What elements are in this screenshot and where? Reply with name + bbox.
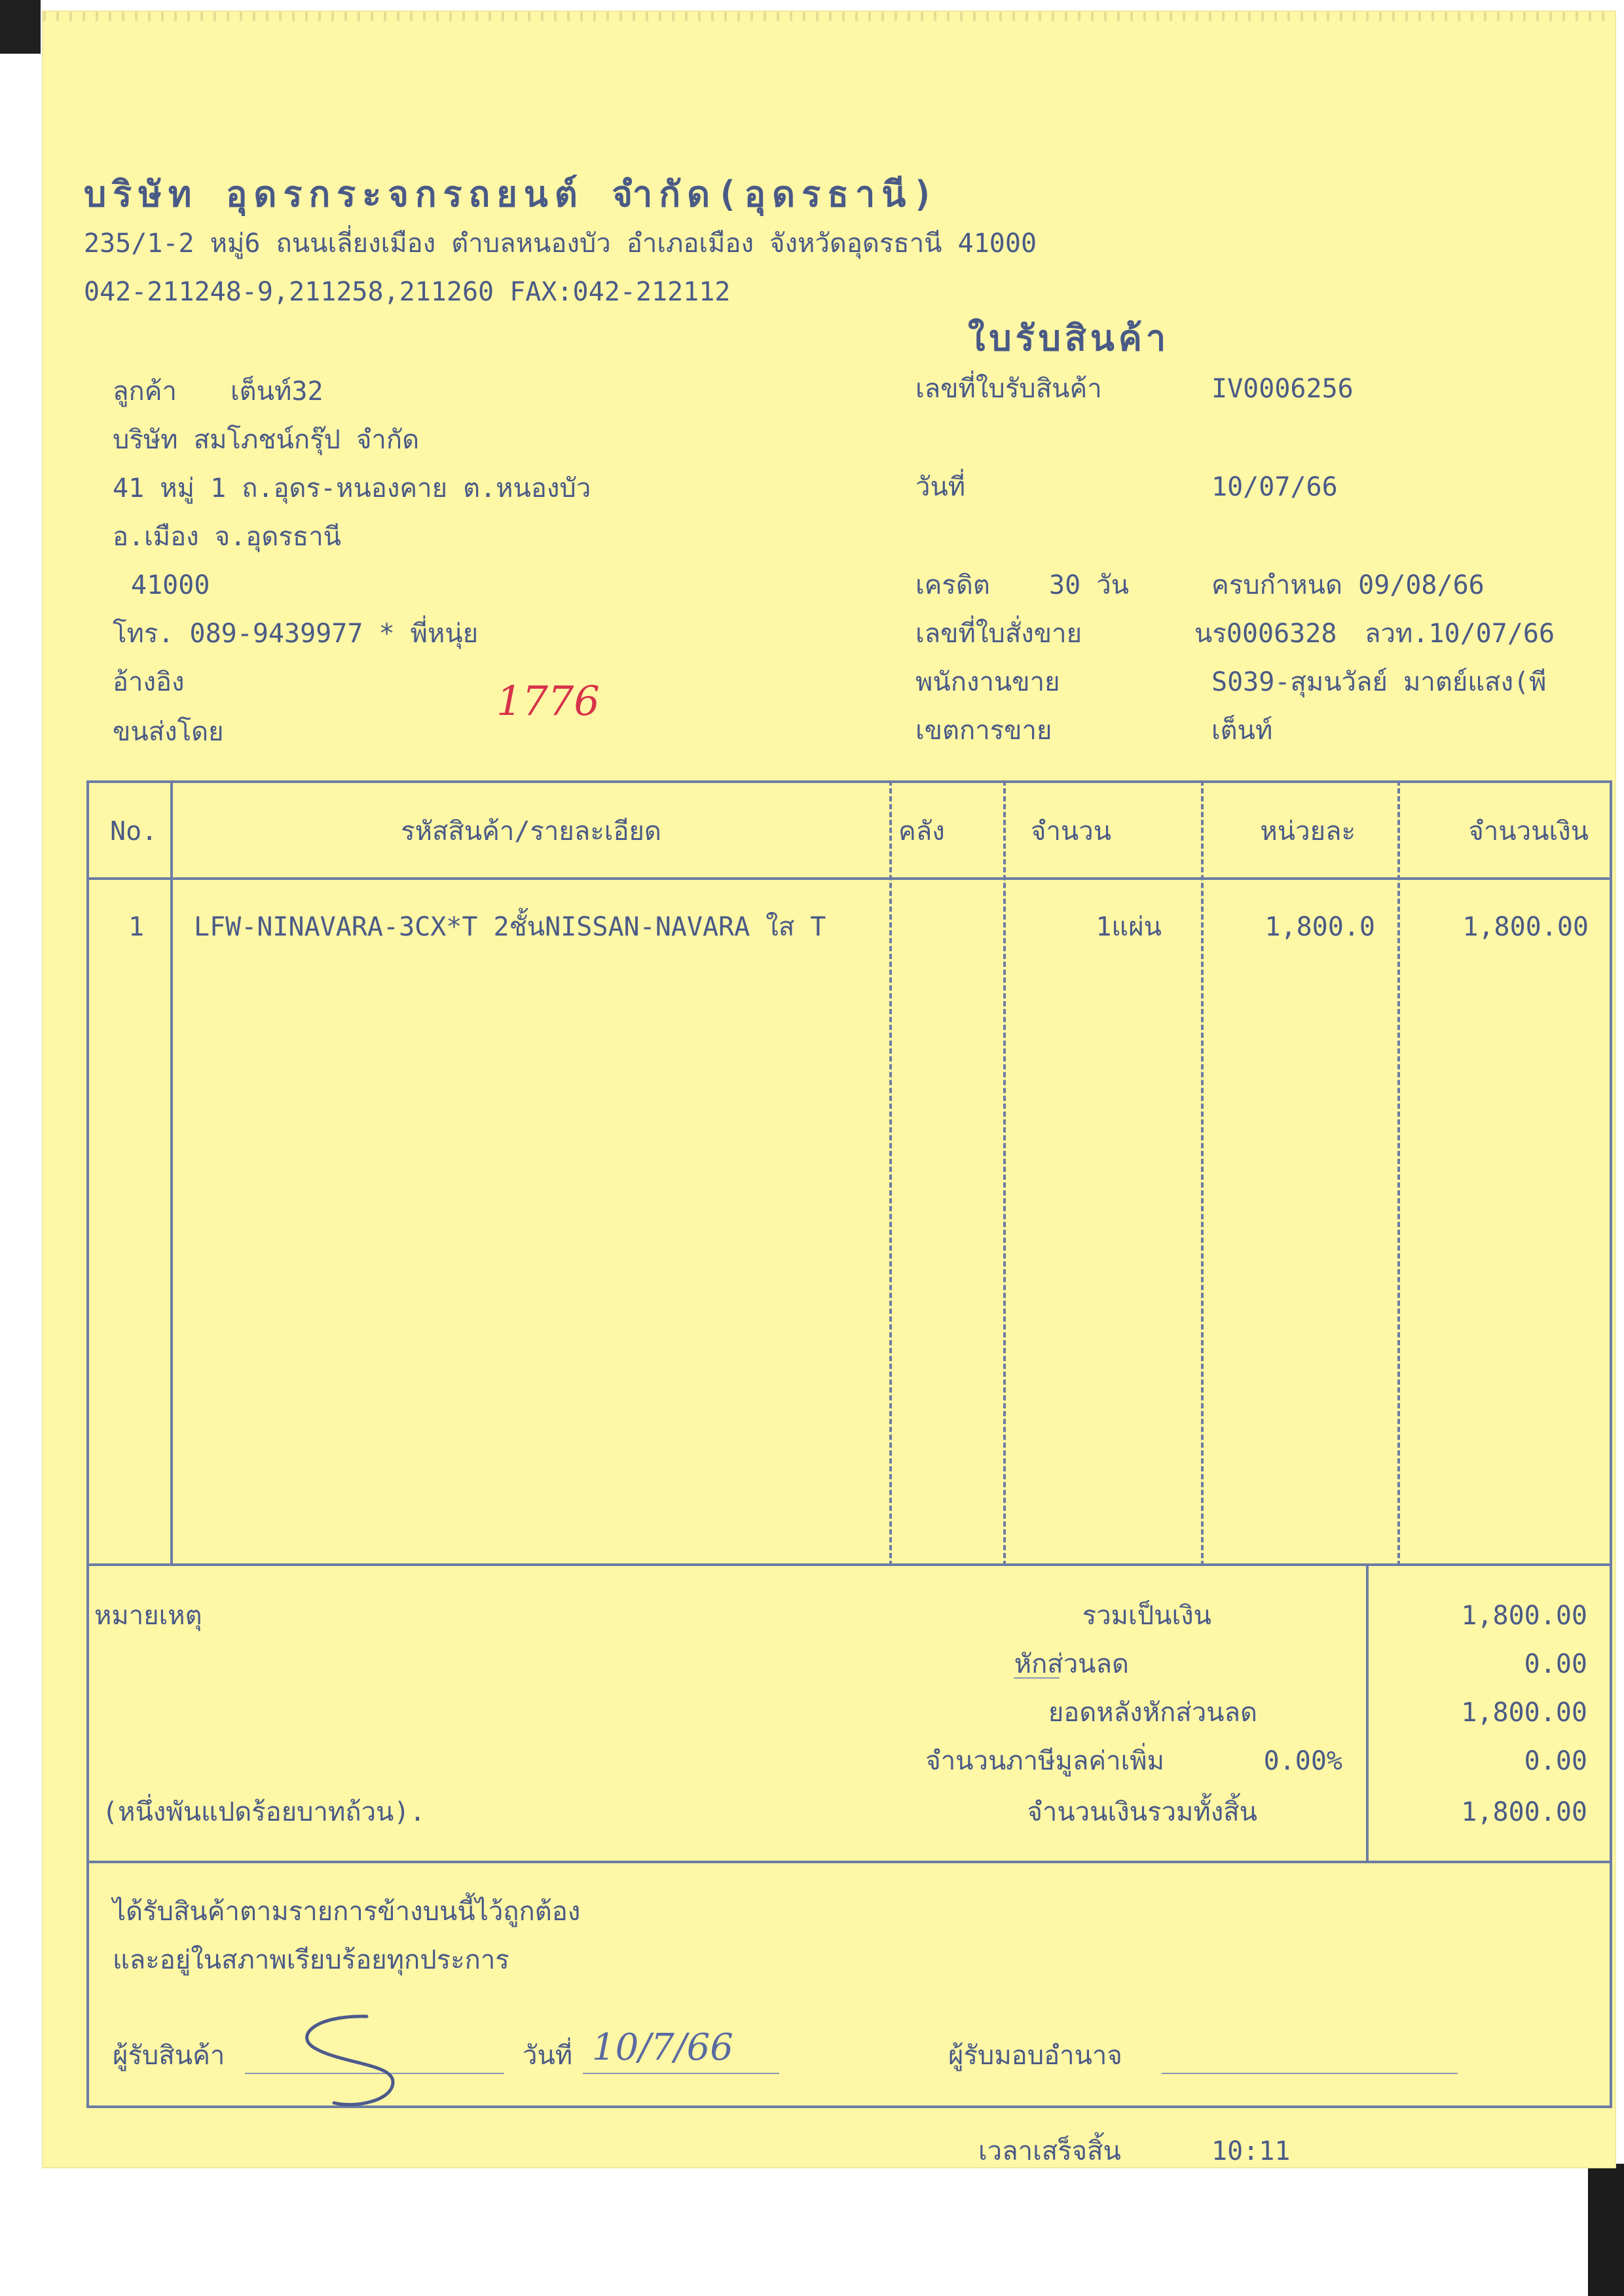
amount-in-words: (หนึ่งพันแปดร้อยบาทถ้วน). [102, 1797, 426, 1827]
credit-label: เครดิต [915, 570, 990, 600]
subtotal-value: 1,800.00 [1461, 1601, 1587, 1631]
remarks-label: หมายเหตุ [94, 1601, 202, 1631]
row-unit-price: 1,800.0 [1264, 912, 1375, 942]
vat-rate: 0.00% [1263, 1746, 1342, 1776]
after-discount-label: ยอดหลังหักส่วนลด [1048, 1698, 1257, 1728]
date-label: วันที่ [915, 472, 966, 502]
row-description: LFW-NINAVARA-3CX*T 2ชั้นNISSAN-NAVARA ใส T [194, 912, 826, 942]
discount-label-underline [1014, 1677, 1060, 1679]
customer-phone: โทร. 089-9439977 * พี่หนุ่ย [113, 619, 479, 649]
credit-value: 30 วัน [1049, 570, 1130, 600]
receiver-label: ผู้รับสินค้า [113, 2041, 225, 2071]
order-date: ลวท.10/07/66 [1365, 619, 1555, 649]
after-discount-value: 1,800.00 [1461, 1698, 1587, 1728]
customer-label: ลูกค้า [113, 376, 177, 407]
scanner-edge-left [0, 0, 41, 54]
col-divider-warehouse [1003, 780, 1006, 1566]
acknowledgement-line-1: ได้รับสินค้าตามรายการข้างบนนี้ไว้ถูกต้อง [113, 1897, 581, 1927]
header-description: รหัสสินค้า/รายละเอียด [401, 816, 661, 847]
discount-label: หักส่วนลด [1014, 1649, 1129, 1679]
col-divider-no [170, 780, 173, 1566]
totals-column-divider [1366, 1566, 1369, 1861]
discount-value: 0.00 [1524, 1649, 1587, 1679]
receiver-signature [268, 2003, 426, 2115]
acknowledgement-line-2: และอยู่ในสภาพเรียบร้อยทุกประการ [113, 1945, 509, 1975]
header-amount: จำนวนเงิน [1468, 816, 1589, 847]
salesperson-label: พนักงานขาย [915, 667, 1060, 697]
shipping-label: ขนส่งโดย [113, 717, 224, 747]
subtotal-label: รวมเป็นเงิน [1082, 1601, 1211, 1631]
vat-value: 0.00 [1524, 1746, 1587, 1776]
header-quantity: จำนวน [1031, 816, 1112, 847]
items-table-frame [86, 780, 1612, 1566]
completed-label: เวลาเสร็จสิ้น [978, 2136, 1121, 2166]
customer-address-2: อ.เมือง จ.อุดรธานี [113, 522, 342, 552]
col-divider-description [889, 780, 892, 1566]
order-no: นร0006328 [1194, 619, 1337, 649]
grand-total-label: จำนวนเงินรวมทั้งสิ้น [1027, 1797, 1257, 1827]
header-warehouse: คลัง [898, 816, 945, 847]
col-divider-unit-price [1397, 780, 1400, 1566]
customer-code: เต็นท์32 [231, 376, 323, 407]
handwritten-signature-date: 10/7/66 [592, 2026, 733, 2069]
header-unit-price: หน่วยละ [1260, 816, 1356, 847]
items-header-divider [86, 877, 1612, 880]
company-name: บริษัท อุดรกระจกรถยนต์ จำกัด(อุดรธานี) [84, 173, 940, 215]
handwritten-reference: 1776 [496, 677, 600, 725]
order-no-label: เลขที่ใบสั่งขาย [915, 619, 1082, 649]
company-phones: 042-211248-9,211258,211260 FAX:042-212112 [84, 277, 731, 307]
document-date: 10/07/66 [1211, 472, 1338, 502]
row-quantity: 1แผ่น [1096, 912, 1162, 942]
sales-area-label: เขตการขาย [915, 716, 1052, 746]
row-no: 1 [128, 912, 145, 942]
paper-perforation [43, 12, 1615, 21]
customer-name: บริษัท สมโภชน์กรุ๊ป จำกัด [113, 425, 420, 455]
authorized-signature-line [1162, 2073, 1458, 2074]
salesperson: S039-สุมนวัลย์ มาตย์แสง(พี [1211, 667, 1547, 697]
sales-area: เต็นท์ [1211, 716, 1273, 746]
document-title: ใบรับสินค้า [968, 318, 1170, 359]
vat-label: จำนวนภาษีมูลค่าเพิ่ม [925, 1746, 1164, 1776]
header-no: No. [110, 816, 158, 847]
company-address: 235/1-2 หมู่6 ถนนเลี่ยงเมือง ตำบลหนองบัว อำเภอเมือง จังหวัดอุดรธานี 41000 [84, 228, 1037, 259]
customer-postcode: 41000 [131, 570, 210, 600]
reference-label: อ้างอิง [113, 667, 185, 697]
completed-time: 10:11 [1211, 2136, 1291, 2166]
customer-address-1: 41 หมู่ 1 ถ.อุดร-หนองคาย ต.หนองบัว [113, 473, 591, 503]
authorized-label: ผู้รับมอบอำนาจ [948, 2041, 1122, 2071]
signature-date-label: วันที่ [523, 2041, 573, 2071]
grand-total-value: 1,800.00 [1461, 1797, 1587, 1827]
signature-date-line [583, 2073, 779, 2074]
row-amount: 1,800.00 [1462, 912, 1589, 942]
receipt-no-label: เลขที่ใบรับสินค้า [915, 374, 1102, 404]
receipt-no: IV0006256 [1211, 374, 1354, 404]
scanner-edge-right [1588, 2164, 1624, 2296]
due-date: ครบกำหนด 09/08/66 [1211, 570, 1485, 600]
col-divider-quantity [1201, 780, 1204, 1566]
